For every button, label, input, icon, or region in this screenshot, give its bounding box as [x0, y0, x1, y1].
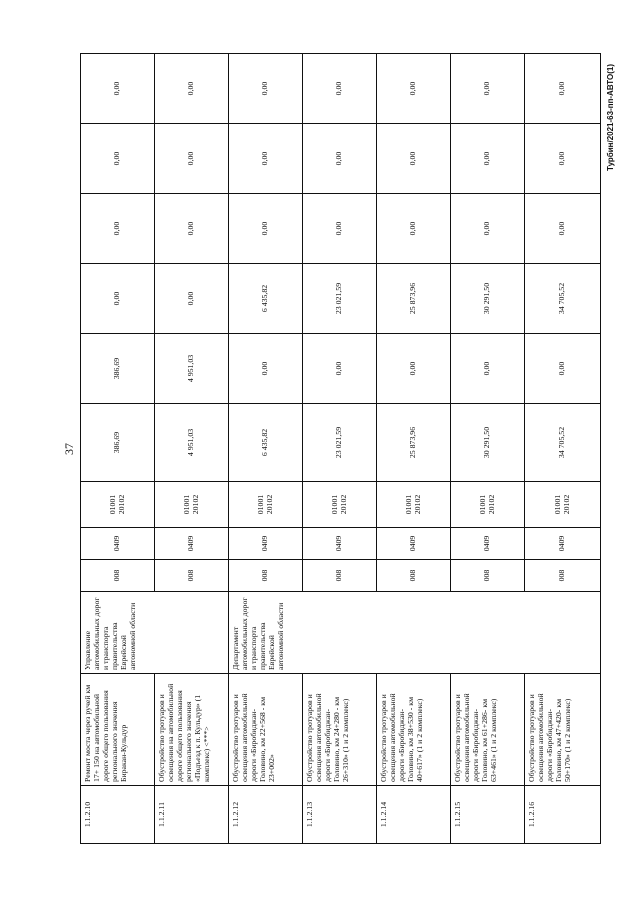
row-grbs: 008 — [303, 560, 377, 592]
row-rz: 0409 — [525, 528, 601, 560]
row-y5: 0,00 — [229, 54, 303, 124]
row-csr: 01001 20102 — [525, 482, 601, 528]
row-y2: 0,00 — [155, 264, 229, 334]
row-y3: 0,00 — [229, 194, 303, 264]
row-grbs: 008 — [81, 560, 155, 592]
row-executor: Департамент автомобильных дорог и транспорта правительства Еврейской автономной области — [229, 592, 303, 674]
row-y1: 0,00 — [525, 334, 601, 404]
row-y5: 0,00 — [451, 54, 525, 124]
row-grbs: 008 — [155, 560, 229, 592]
table-row — [377, 54, 451, 844]
row-executor — [303, 592, 377, 674]
row-total: 386,69 — [81, 404, 155, 482]
row-y3: 0,00 — [155, 194, 229, 264]
row-name: Ремонт моста через ручей км 17+ 150 на автомобильной дороге общего пользования регионального значения Биракан-Кульдур — [81, 674, 155, 786]
row-rz: 0409 — [155, 528, 229, 560]
row-number: 1.1.2.11 — [155, 786, 229, 844]
row-name: Обустройство тротуаров и освещения автомобильной дороги «Биробиджан-Головино, км 61+286- км 63+461» (1 и 2 комплекс) — [451, 674, 525, 786]
table-row — [229, 54, 303, 844]
row-y4: 0,00 — [303, 124, 377, 194]
rotated-page — [60, 54, 615, 844]
row-y5: 0,00 — [377, 54, 451, 124]
row-rz: 0409 — [229, 528, 303, 560]
row-rz: 0409 — [303, 528, 377, 560]
row-y2: 6 435,82 — [229, 264, 303, 334]
row-total: 25 873,96 — [377, 404, 451, 482]
row-y5: 0,00 — [303, 54, 377, 124]
row-rz: 0409 — [377, 528, 451, 560]
row-total: 30 291,50 — [451, 404, 525, 482]
table-row — [81, 54, 155, 844]
row-executor: Управление автомобильных дорог и транспорта правительства Еврейской автономной области — [81, 592, 229, 674]
row-y5: 0,00 — [81, 54, 155, 124]
row-y2: 23 021,59 — [303, 264, 377, 334]
row-y4: 0,00 — [377, 124, 451, 194]
row-y2: 34 705,52 — [525, 264, 601, 334]
row-number: 1.1.2.16 — [525, 786, 601, 844]
row-grbs: 008 — [451, 560, 525, 592]
row-grbs: 008 — [229, 560, 303, 592]
table-row — [155, 54, 229, 844]
row-y4: 0,00 — [229, 124, 303, 194]
row-number: 1.1.2.13 — [303, 786, 377, 844]
row-total: 6 435,82 — [229, 404, 303, 482]
row-total: 34 705,52 — [525, 404, 601, 482]
row-y1: 0,00 — [229, 334, 303, 404]
row-csr: 01001 20102 — [377, 482, 451, 528]
row-executor — [451, 592, 525, 674]
row-name: Обустройство тротуаров и освещения на автомобильной дороге общего пользования регионального значения «Подъезд к п. Кульдур» (1 комплекс) <***> — [155, 674, 229, 786]
budget-table — [80, 53, 601, 844]
row-csr: 01001 20102 — [81, 482, 155, 528]
row-executor — [525, 592, 601, 674]
row-y3: 0,00 — [451, 194, 525, 264]
row-y3: 0,00 — [377, 194, 451, 264]
row-y1: 0,00 — [377, 334, 451, 404]
row-y1: 4 951,03 — [155, 334, 229, 404]
row-y2: 0,00 — [81, 264, 155, 334]
row-y3: 0,00 — [525, 194, 601, 264]
row-number: 1.1.2.15 — [451, 786, 525, 844]
row-executor — [377, 592, 451, 674]
row-number: 1.1.2.10 — [81, 786, 155, 844]
row-name: Обустройство тротуаров и освещения автомобильной дороги «Биробиджан-Головино, км 24+280 - км 26+310» (1 и 2 комплекс) — [303, 674, 377, 786]
row-csr: 01001 20102 — [229, 482, 303, 528]
row-y1: 386,69 — [81, 334, 155, 404]
row-csr: 01001 20102 — [451, 482, 525, 528]
row-grbs: 008 — [377, 560, 451, 592]
row-y5: 0,00 — [525, 54, 601, 124]
table-row — [525, 54, 601, 844]
row-rz: 0409 — [81, 528, 155, 560]
document-code: Турбин/2021-63-пп-АВТО(1) — [606, 64, 615, 172]
row-name: Обустройство тротуаров и освещения автомобильной дороги «Биробиджан-Головино, км 47+420- км 50+170» (1 и 2 комплекс) — [525, 674, 601, 786]
row-y1: 0,00 — [303, 334, 377, 404]
row-name: Обустройство тротуаров и освещения автомобильной дороги «Биробиджан-Головино, км 38+530 - км 40+617» (1 и 2 комплекс) — [377, 674, 451, 786]
row-grbs: 008 — [525, 560, 601, 592]
row-number: 1.1.2.12 — [229, 786, 303, 844]
row-csr: 01001 20102 — [303, 482, 377, 528]
row-y5: 0,00 — [155, 54, 229, 124]
row-y4: 0,00 — [81, 124, 155, 194]
row-y4: 0,00 — [525, 124, 601, 194]
row-y2: 30 291,50 — [451, 264, 525, 334]
row-y3: 0,00 — [303, 194, 377, 264]
row-rz: 0409 — [451, 528, 525, 560]
row-number: 1.1.2.14 — [377, 786, 451, 844]
row-y4: 0,00 — [451, 124, 525, 194]
row-y4: 0,00 — [155, 124, 229, 194]
row-y3: 0,00 — [81, 194, 155, 264]
row-y1: 0,00 — [451, 334, 525, 404]
table-row — [303, 54, 377, 844]
row-total: 23 021,59 — [303, 404, 377, 482]
row-csr: 01001 20102 — [155, 482, 229, 528]
row-total: 4 951,03 — [155, 404, 229, 482]
table-row — [451, 54, 525, 844]
row-y2: 25 873,96 — [377, 264, 451, 334]
row-name: Обустройство тротуаров и освещения автомобильной дороги «Биробиджан-Головино, км 22+568 - км 23+002» — [229, 674, 303, 786]
page-number: 37 — [62, 443, 76, 455]
